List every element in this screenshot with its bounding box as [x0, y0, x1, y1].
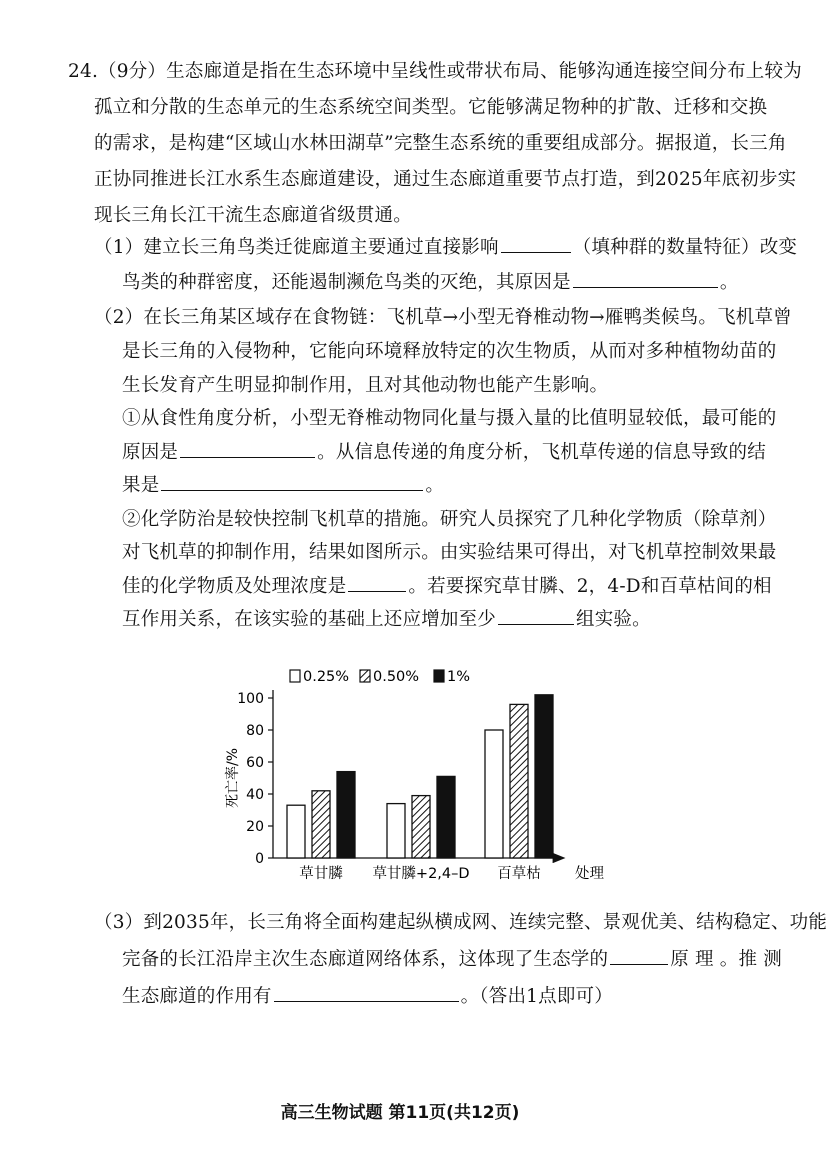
bar-0.25%: [387, 804, 405, 858]
x-tick-label: 草甘膦: [299, 866, 343, 882]
part-2-line-2: 是长三角的入侵物种，它能向环境释放特定的次生物质，从而对多种植物幼苗的: [122, 341, 777, 362]
bar-0.50%: [412, 796, 430, 858]
part-1-text-c: 鸟类的种群密度，还能遏制濒危鸟类的灭绝，其原因是: [122, 272, 571, 293]
y-tick-label: 20: [246, 819, 264, 835]
y-axis-label: 死亡率/%: [225, 747, 241, 809]
bar-1%: [535, 695, 553, 858]
x-tick-label: 百草枯: [497, 866, 541, 882]
legend-label: 1%: [447, 669, 471, 685]
part-3-text-b: 原 理 。推 测: [670, 949, 782, 970]
answer-blank-8[interactable]: [274, 983, 459, 1002]
part-3-line-3: [122, 982, 613, 1012]
legend-swatch-1%: [434, 670, 444, 682]
part-2-text-h: 组实验。: [576, 609, 651, 630]
part-2-text-g: 互作用关系，在该实验的基础上还应增加至少: [122, 609, 497, 630]
y-tick-label: 40: [246, 787, 264, 803]
part-1-text-a: （1）建立长三角鸟类迁徙廊道主要通过直接影响: [94, 237, 499, 258]
answer-blank-4[interactable]: [161, 472, 423, 491]
part-2-line-3: 生长发育产生明显抑制作用，且对其他动物也能产生影响。: [122, 375, 609, 396]
part-3-text-d: 。（答出1点即可）: [460, 986, 613, 1007]
answer-blank-5[interactable]: [348, 573, 406, 592]
question-24-intro-line-5: 现长三角长江干流生态廊道省级贯通。: [94, 205, 412, 226]
part-2-text-e: 佳的化学物质及处理浓度是: [122, 576, 347, 597]
page-footer: 高三生物试题 第11页(共12页): [280, 1103, 520, 1123]
part-2-line-10: [122, 605, 651, 635]
part-2-line-6: [122, 471, 444, 501]
x-tick-label: 草甘膦+2,4–D: [372, 866, 470, 882]
answer-blank-3[interactable]: [180, 439, 315, 458]
part-3-text-a: 完备的长江沿岸主次生态廊道网络体系，这体现了生态学的: [122, 949, 609, 970]
question-24-intro-line-1: 24.（9分）生态廊道是指在生态环境中呈线性或带状布局、能够沟通连接空间分布上较为: [68, 61, 802, 82]
part-2-line-8: 对飞机草的抑制作用，结果如图所示。由实验结果可得出，对飞机草控制效果最: [122, 542, 777, 563]
part-2-line-5: [122, 438, 766, 468]
part-2-line-1: （2）在长三角某区域存在食物链：飞机草→小型无脊椎动物→雁鸭类候鸟。飞机草曾: [94, 307, 792, 328]
part-2-text-b: 。从信息传递的角度分析，飞机草传递的信息导致的结: [317, 442, 766, 463]
bar-1%: [437, 776, 455, 858]
bar-0.25%: [287, 805, 305, 858]
question-24-intro-line-2: 孤立和分散的生态单元的生态系统空间类型。它能够满足物种的扩散、迁移和交换: [94, 97, 768, 118]
y-tick-label: 60: [246, 755, 264, 771]
part-1-text-d: 。: [719, 272, 739, 293]
part-2-text-d: 。: [425, 475, 445, 496]
answer-blank-1[interactable]: [501, 234, 571, 253]
bar-chart: [215, 660, 604, 890]
y-tick-label: 100: [237, 691, 264, 707]
legend-swatch-0.50%: [360, 670, 370, 682]
answer-blank-2[interactable]: [573, 269, 718, 288]
answer-blank-6[interactable]: [498, 606, 574, 625]
answer-blank-7[interactable]: [610, 946, 668, 965]
question-24-intro-line-4: 正协同推进长江水系生态廊道建设，通过生态廊道重要节点打造，到2025年底初步实: [94, 169, 797, 190]
part-2-line-4: ①从食性角度分析，小型无脊椎动物同化量与摄入量的比值明显较低，最可能的: [122, 408, 777, 429]
part-2-text-c: 果是: [122, 475, 160, 496]
part-1-text-b: （填种群的数量特征）改变: [572, 237, 798, 258]
y-tick-label: 0: [255, 851, 264, 867]
bar-0.50%: [312, 791, 330, 858]
legend-label: 0.25%: [303, 669, 350, 685]
part-2-text-f: 。若要探究草甘膦、2，4-D和百草枯间的相: [408, 576, 772, 597]
part-1-line-1: [94, 233, 797, 263]
part-2-text-a: 原因是: [122, 442, 179, 463]
part-2-line-7: ②化学防治是较快控制飞机草的措施。研究人员探究了几种化学物质（除草剂）: [122, 509, 777, 530]
legend-label: 0.50%: [373, 669, 420, 685]
bar-0.25%: [485, 730, 503, 858]
part-1-line-2: [122, 268, 739, 298]
x-axis-label: 处理: [575, 866, 604, 882]
part-3-line-1: （3）到2035年，长三角将全面构建起纵横成网、连续完整、景观优美、结构稳定、功能: [94, 912, 827, 933]
part-3-line-2: [122, 945, 782, 975]
legend-swatch-0.25%: [290, 670, 300, 682]
question-24-intro-line-3: 的需求，是构建“区域山水林田湖草”完整生态系统的重要组成部分。据报道，长三角: [94, 133, 787, 154]
bar-0.50%: [510, 704, 528, 858]
part-2-line-9: [122, 572, 772, 602]
bar-1%: [337, 772, 355, 858]
y-tick-label: 80: [246, 723, 264, 739]
part-3-text-c: 生态廊道的作用有: [122, 986, 272, 1007]
